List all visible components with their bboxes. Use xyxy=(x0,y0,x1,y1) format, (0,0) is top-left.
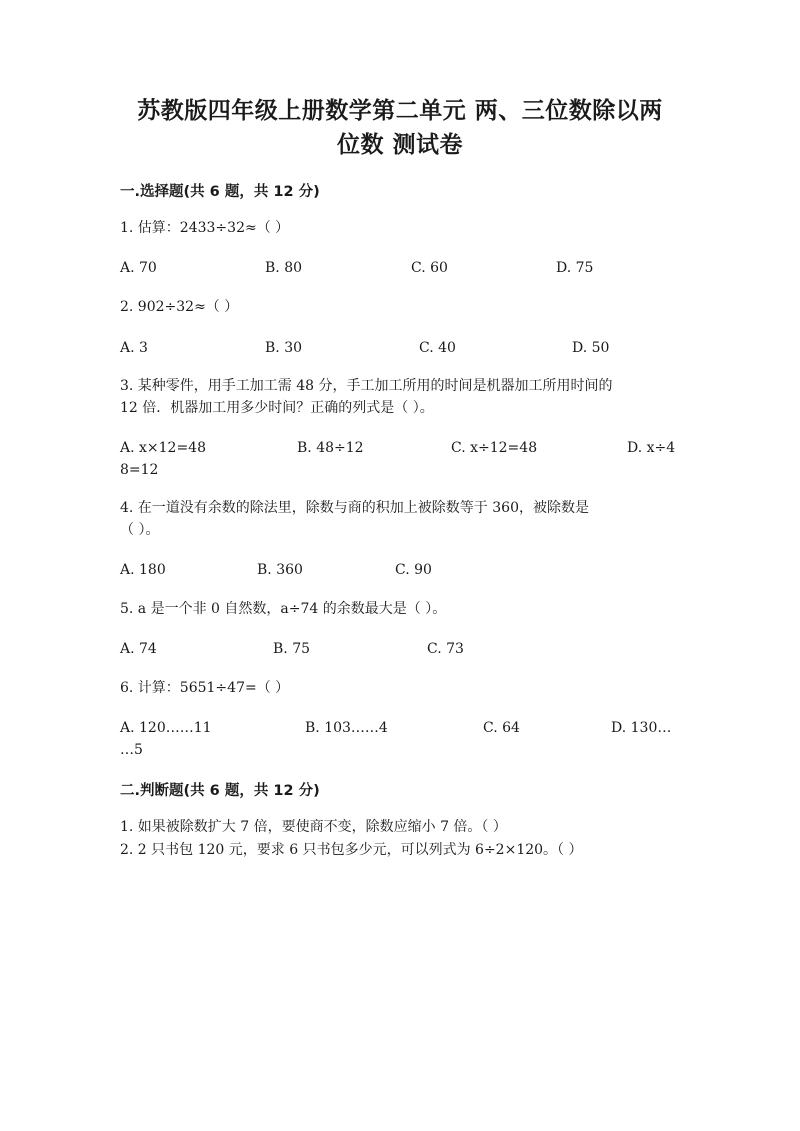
question-5-option-a: A. 74 xyxy=(120,641,157,657)
question-2-option-b: B. 30 xyxy=(265,340,303,356)
question-4-stem-line-1: 4. 在一道没有余数的除法里，除数与商的积加上被除数等于 360，被除数是 xyxy=(120,500,589,516)
question-5-option-b: B. 75 xyxy=(273,641,311,657)
question-6-option-a: A. 120……11 xyxy=(120,720,212,736)
question-3-stem-line-2: 12 倍．机器加工用多少时间？正确的列式是（ ）。 xyxy=(120,400,434,416)
question-1-option-d: D. 75 xyxy=(556,260,594,276)
question-1-option-a: A. 70 xyxy=(120,260,157,276)
question-2-option-a: A. 3 xyxy=(120,340,148,356)
question-2-stem: 2. 902÷32≈（ ） xyxy=(120,299,239,315)
question-2-option-d: D. 50 xyxy=(572,340,610,356)
question-4-option-a: A. 180 xyxy=(120,562,166,578)
question-1-stem: 1. 估算：2433÷32≈（ ） xyxy=(120,220,290,236)
question-1-option-c: C. 60 xyxy=(411,260,448,276)
section-heading-judgement: 二.判断题(共 6 题，共 12 分) xyxy=(120,783,320,799)
question-3-option-a: A. x×12=48 xyxy=(120,440,206,456)
question-3-option-d: D. x÷4 xyxy=(627,440,676,456)
question-6-option-d: D. 130… xyxy=(611,720,672,736)
question-6-option-d-wrap: …5 xyxy=(120,742,143,758)
judgement-item-1: 1. 如果被除数扩大 7 倍，要使商不变，除数应缩小 7 倍。（ ） xyxy=(120,819,507,835)
question-3-stem-line-1: 3. 某种零件，用手工加工需 48 分，手工加工所用的时间是机器加工所用时间的 xyxy=(120,378,613,394)
question-4-stem-line-2: （ ）。 xyxy=(120,522,160,538)
question-4-option-c: C. 90 xyxy=(395,562,432,578)
question-4-option-b: B. 360 xyxy=(257,562,303,578)
question-3-option-d-wrap: 8=12 xyxy=(120,462,159,478)
page-title-line-1: 苏教版四年级上册数学第二单元 两、三位数除以两 xyxy=(137,98,663,124)
judgement-item-2: 2. 2 只书包 120 元，要求 6 只书包多少元，可以列式为 6÷2×120。（ ） xyxy=(120,842,583,858)
question-6-stem: 6. 计算：5651÷47=（ ） xyxy=(120,680,290,696)
question-3-option-c: C. x÷12=48 xyxy=(451,440,538,456)
question-1-option-b: B. 80 xyxy=(265,260,303,276)
question-6-option-b: B. 103……4 xyxy=(305,720,388,736)
question-5-stem: 5. a 是一个非 0 自然数，a÷74 的余数最大是（ ）。 xyxy=(120,601,447,617)
question-6-option-c: C. 64 xyxy=(483,720,520,736)
question-3-option-b: B. 48÷12 xyxy=(297,440,364,456)
page-title-line-2: 位数 测试卷 xyxy=(336,132,463,158)
question-2-option-c: C. 40 xyxy=(419,340,456,356)
question-5-option-c: C. 73 xyxy=(427,641,464,657)
section-heading-choice: 一.选择题(共 6 题，共 12 分) xyxy=(120,184,320,200)
